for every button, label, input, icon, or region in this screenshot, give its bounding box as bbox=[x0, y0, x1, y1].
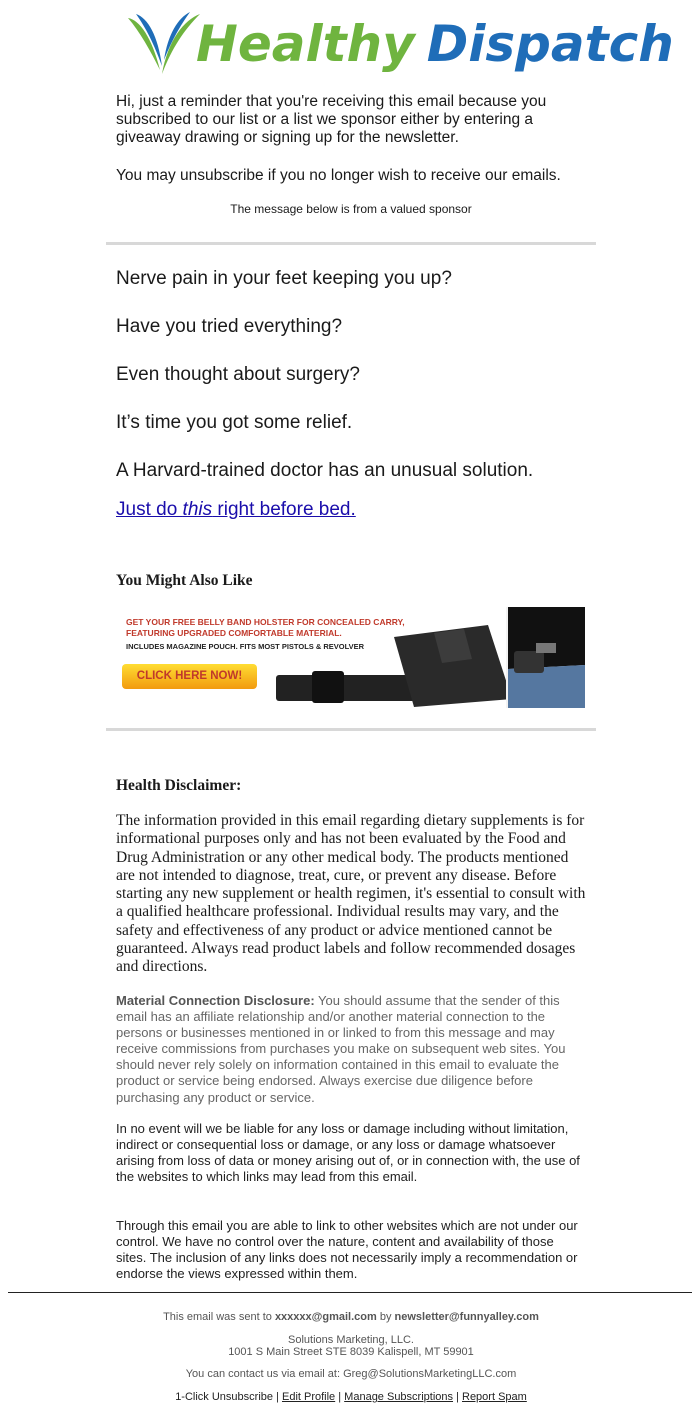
company-name: Solutions Marketing, LLC. bbox=[288, 1334, 414, 1346]
ad-link[interactable] bbox=[116, 499, 356, 521]
banner-line-1: GET YOUR FREE BELLY BAND HOLSTER FOR CONCEALED CARRY, bbox=[126, 617, 405, 627]
divider bbox=[106, 242, 596, 245]
company-address: 1001 S Main Street STE 8039 Kalispell, MT 59901 bbox=[228, 1346, 474, 1358]
manage-subscriptions-link[interactable]: Manage Subscriptions bbox=[344, 1391, 454, 1403]
footer-divider bbox=[8, 1292, 692, 1293]
links-note: Through this email you are able to link to other websites which are not under our control. We have no control over the nature, content and availability of those sites. The inclusion of any links does not necessarily imply a recommendation or endorse the views expressed within them. bbox=[116, 1218, 578, 1282]
material-disclosure bbox=[116, 993, 586, 1106]
banner-headline bbox=[126, 617, 405, 639]
material-body: You should assume that the sender of this email has an affiliate relationship and/or another material connection to the persons or businesses mentioned in or linked to from this message and may receive commissions from purchases you make on subsequent web sites. You should never rely solely on information contained in this email to evaluate the product or service being endorsed. Always exercise due diligence before purchasing any product or service. bbox=[116, 993, 566, 1105]
footer-links bbox=[106, 1391, 596, 1403]
disclaimer-heading: Health Disclaimer: bbox=[116, 777, 242, 794]
ad-line-2: Have you tried everything? bbox=[116, 316, 343, 337]
edit-profile-link[interactable]: Edit Profile bbox=[281, 1391, 336, 1403]
sent-pre: This email was sent to bbox=[163, 1311, 275, 1323]
ad-link-pre: Just do bbox=[116, 499, 183, 520]
intro-reminder: Hi, just a reminder that you're receiving this email because you subscribed to our list or a list we sponsor either by entering a giveaway drawing or signing up for the newsletter. bbox=[116, 93, 547, 146]
sender-email: newsletter@funnyalley.com bbox=[394, 1311, 539, 1323]
banner-line-2: FEATURING UPGRADED COMFORTABLE MATERIAL. bbox=[126, 628, 342, 638]
banner-line-3: INCLUDES MAGAZINE POUCH. FITS MOST PISTOLS & REVOLVER bbox=[126, 642, 365, 651]
ad-line-1: Nerve pain in your feet keeping you up? bbox=[116, 268, 452, 289]
disclaimer-body: The information provided in this email regarding dietary supplements is for informational purposes only and has not been evaluated by the Food and Drug Administration or any other medical body. The products mentioned are not intended to diagnose, treat, cure, or prevent any disease. Before starting any new supplement or health regimen, it's essential to consult with a qualified healthcare professional. Individual results may vary, and the safety and effectiveness of any product or advice mentioned cannot be guaranteed. Always read product labels and follow recommended dosages and directions. bbox=[116, 812, 586, 976]
leaf-v-icon bbox=[126, 10, 202, 82]
banner-cta-button[interactable]: CLICK HERE NOW! bbox=[122, 664, 257, 689]
contact-line: You can contact us via email at: Greg@SolutionsMarketingLLC.com bbox=[185, 1368, 517, 1380]
sponsor-note: The message below is from a valued sponsor bbox=[230, 202, 472, 216]
report-spam-link[interactable]: Report Spam bbox=[462, 1391, 527, 1403]
sep-1: | bbox=[273, 1391, 282, 1403]
material-label: Material Connection Disclosure: bbox=[116, 993, 315, 1008]
unsubscribe-link[interactable]: 1-Click Unsubscribe bbox=[175, 1391, 273, 1403]
ad-link-post: right before bed. bbox=[212, 499, 356, 520]
sep-3: | bbox=[453, 1391, 462, 1403]
brand-name-part1: Healthy bbox=[196, 15, 415, 73]
ad-line-5: A Harvard-trained doctor has an unusual solution. bbox=[116, 460, 534, 481]
ad-link-em: this bbox=[182, 499, 213, 520]
brand-name bbox=[196, 10, 674, 78]
brand-name-part2: Dispatch bbox=[426, 15, 674, 73]
sent-to-line bbox=[106, 1311, 596, 1323]
sent-email: xxxxxx@gmail.com bbox=[274, 1311, 377, 1323]
brand-logo bbox=[126, 8, 674, 86]
liability-text: In no event will we be liable for any loss or damage including without limitation, indirect or consequential loss or damage, or any loss or damage whatsoever arising from loss of data or money arising out of, or in connection with, the use of the websites to which links may lead from this email. bbox=[116, 1121, 580, 1185]
sep-2: | bbox=[335, 1391, 345, 1403]
ad-line-4: It’s time you got some relief. bbox=[116, 412, 353, 433]
unsubscribe-note: You may unsubscribe if you no longer wish to receive our emails. bbox=[116, 167, 561, 184]
sent-by: by bbox=[376, 1311, 395, 1323]
holster-banner[interactable] bbox=[116, 607, 585, 708]
divider-2 bbox=[106, 728, 596, 731]
also-like-heading: You Might Also Like bbox=[116, 572, 253, 589]
ad-line-3: Even thought about surgery? bbox=[116, 364, 361, 385]
